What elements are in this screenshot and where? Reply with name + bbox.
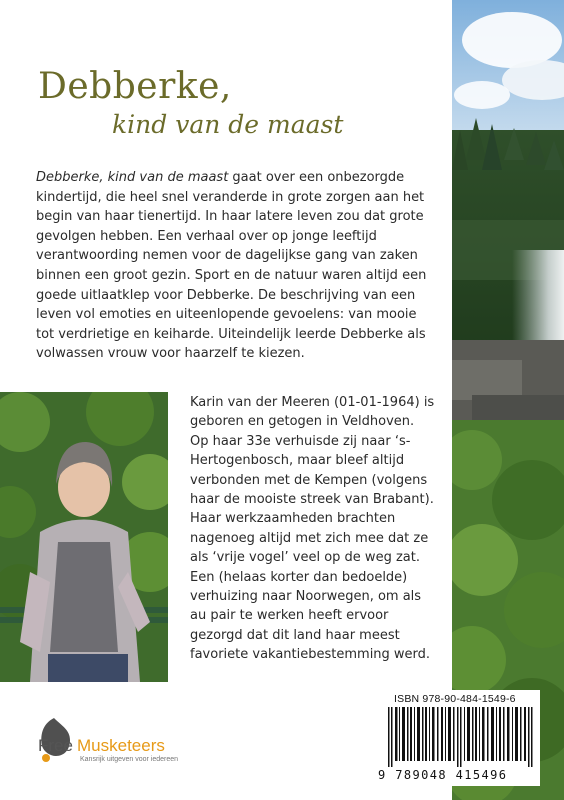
book-title: Debberke, — [38, 66, 232, 107]
book-subtitle: kind van de maast — [112, 110, 344, 139]
author-photo — [0, 392, 168, 682]
book-blurb — [36, 168, 438, 364]
blurb-title-italic: Debberke, kind van de maast — [36, 170, 229, 185]
publisher-name-free: Free — [38, 736, 73, 755]
isbn-label: ISBN 978-90-484-1549-6 — [394, 693, 516, 705]
nature-photo — [452, 0, 564, 800]
publisher-name-musketeers: Musketeers — [77, 736, 165, 755]
barcode-digits: 9 789048 415496 — [378, 768, 508, 782]
publisher-tagline: Kansrijk uitgeven voor iedereen — [80, 756, 179, 763]
barcode-bars — [386, 707, 536, 767]
publisher-logo — [36, 718, 186, 778]
blurb-text: gaat over een onbezorgde kindertijd, die heel snel veranderde in grote zorgen aan het begin van haar tienertijd. In haar latere leven zou dat grote gevolgen hebben. Een verhaal over op jonge leeftijd verantwoording nemen voor de dagelijkse gang van zaken binnen een groot gezin. Sport en de natuur waren altijd een goede uitlaatklep voor Debberke. De beschrijving van een leven vol emoties en uiteenlopende gevoelens: van mooie tot verdrietige en keiharde. Uiteindelijk leerde Debberke als volwassen vrouw voor haarzelf te kiezen. — [36, 170, 427, 362]
author-bio: Karin van der Meeren (01-01-1964) is geboren en getogen in Veldhoven. Op haar 33e verhuisde zij naar ‘s-Hertogenbosch, maar bleef altijd verbonden met de Kempen (volgens haar de mooiste streek van Brabant). Haar werkzaamheden brachten nagenoeg altijd met zich mee dat ze als ‘vrije vogel’ veel op de weg zat. Een (helaas korter dan bedoelde) verhuizing naar Noorwegen, om als au pair te werken heeft ervoor gezorgd dat dit land haar meest favoriete vakantiebestemming werd. — [190, 395, 435, 663]
